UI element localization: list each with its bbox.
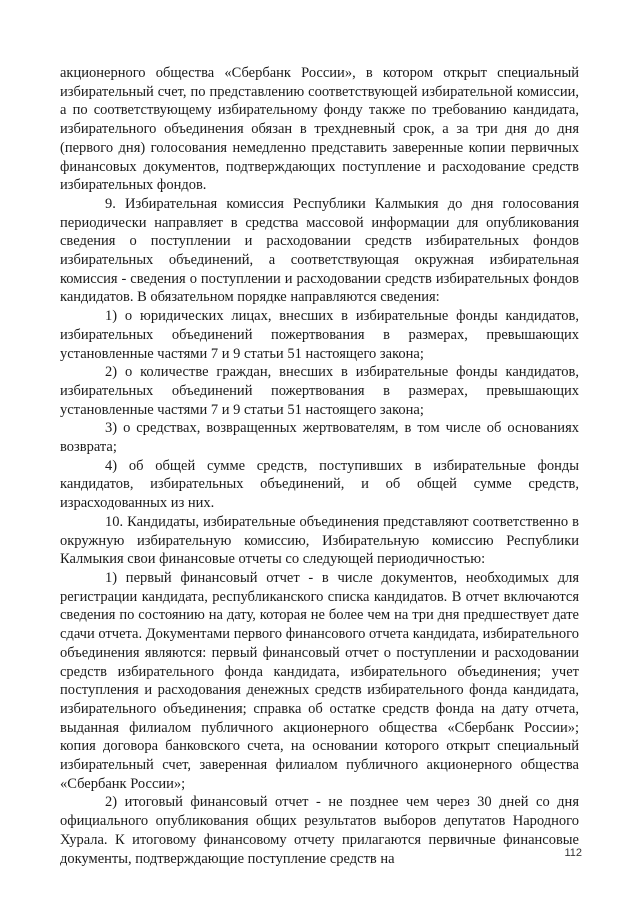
paragraph-9: 2) итоговый финансовый отчет - не позднее чем через 30 дней со дня официального опубликования общих результатов выборов депутатов Народного Хурала. К итоговому финансовому отчету прилагаются первичные финансовые документы, подтверждающие поступление средств на bbox=[60, 794, 579, 867]
paragraph-3: 1) о юридических лицах, внесших в избирательные фонды кандидатов, избирательных объединений пожертвования в размерах, превышающих установленные частями 7 и 9 статьи 51 настоящего закона; bbox=[60, 308, 579, 362]
paragraph-4: 2) о количестве граждан, внесших в избирательные фонды кандидатов, избирательных объединений пожертвования в размерах, превышающих установленные частями 7 и 9 статьи 51 настоящего закона; bbox=[60, 364, 579, 418]
document-body bbox=[60, 64, 579, 868]
paragraph-7: 10. Кандидаты, избирательные объединения представляют соответственно в окружную избирательную комиссию, Избирательную комиссию Республики Калмыкия свои финансовые отчеты со следующей периодичностью: bbox=[60, 513, 579, 568]
paragraph-2: 9. Избирательная комиссия Республики Калмыкия до дня голосования периодически направляет в средства массовой информации для опубликования сведения о поступлении и расходовании средств избирательных фондов избирательных объединений, а соответствующая окружная избирательная комиссия - сведения о поступлении и расходовании средств избирательных фондов кандидатов. В обязательном порядке направляются сведения: bbox=[60, 195, 579, 306]
page-number: 112 bbox=[564, 847, 582, 859]
paragraph-1: акционерного общества «Сбербанк России», в котором открыт специальный избирательный счет, по представлению соответствующей избирательной комиссии, а по соответствующему избирательному фонду также по требованию кандидата, избирательного объединения обязан в трехдневный срок, а за три дня до дня (первого дня) голосования немедленно представить заверенные копии первичных финансовых документов, подтверждающих поступление и расходование средств избирательных фондов. bbox=[60, 65, 579, 194]
paragraph-5: 3) о средствах, возвращенных жертвователям, в том числе об основаниях возврата; bbox=[60, 420, 579, 456]
paragraph-8: 1) первый финансовый отчет - в числе документов, необходимых для регистрации кандидата, республиканского списка кандидатов. В отчет включаются сведения по состоянию на дату, которая не более чем на три дня предшествует дате сдачи отчета. Документами первого финансового отчета кандидата, избирательного объединения являются: первый финансовый отчет о поступлении и расходовании средств избирательного фонда кандидата, избирательного объединения; учет поступления и расходования денежных средств избирательного фонда кандидата, избирательного объединения; справка об остатке средств фонда на дату отчета, выданная филиалом публичного акционерного общества «Сбербанк России»; копия договора банковского счета, на основании которого открыт специальный избирательный счет, заверенная филиалом публичного акционерного общества «Сбербанк России»; bbox=[60, 569, 579, 792]
paragraph-6: 4) об общей сумме средств, поступивших в избирательные фонды кандидатов, избирательных объединений, и об общей сумме средств, израсходованных из них. bbox=[60, 457, 579, 512]
